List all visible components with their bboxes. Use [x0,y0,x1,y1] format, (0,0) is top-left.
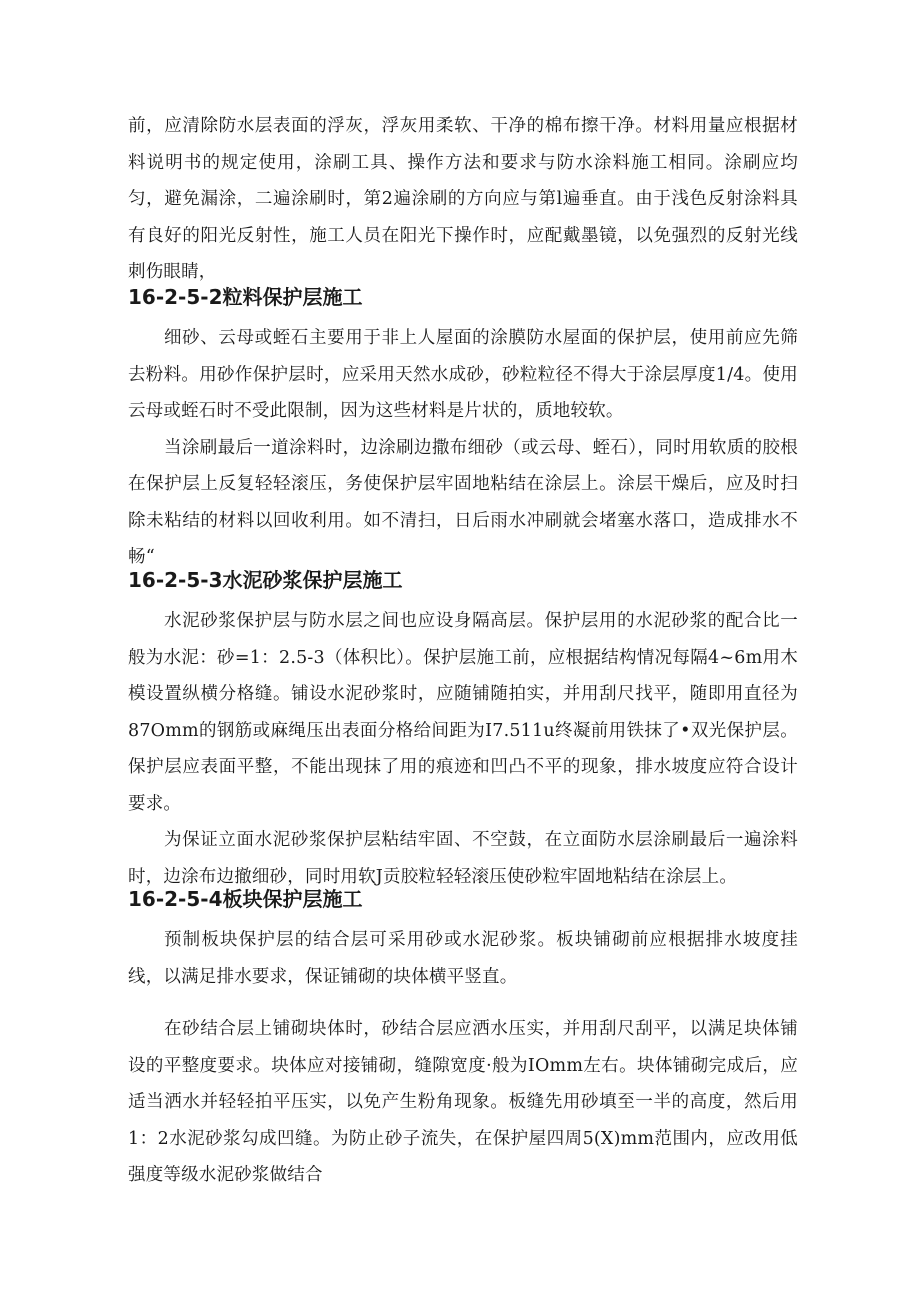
body-paragraph: 在砂结合层上铺砌块体时，砂结合层应洒水压实，并用刮尺刮平，以满足块体铺设的平整度要求。块体应对接铺砌，缝隙宽度·般为IOmm左右。块体铺砌完成后，应适当洒水并轻轻拍平压实，以免产生粉角现象。板缝先用砂填至一半的高度，然后用1：2水泥砂浆勾成凹缝。为防止砂子流失，在保护屋四周5(X)mm范围内，应改用低强度等级水泥砂浆做结合 [128,1019,798,1185]
section-body-16-2-5-4 [128,922,798,995]
body-paragraph: 细砂、云母或蛭石主要用于非上人屋面的涂膜防水屋面的保护层，使用前应先筛去粉料。用砂作保护层时，应采用天然水成砂，砂粒粒径不得大于涂层厚度1/4。使用云母或蛭石时不受此限制，因为这些材料是片状的，质地较软。 [128,328,798,421]
section-heading-16-2-5-3 [128,565,798,595]
section-heading: 16-2-5-4板块保护层施工 [128,887,363,911]
section-body-16-2-5-3 [128,603,798,895]
body-paragraph: 预制板块保护层的结合层可采用砂或水泥砂浆。板块铺砌前应根据排水坡度挂线，以满足排水要求，保证铺砌的块体横平竖直。 [128,930,798,987]
section-body-16-2-5-4-continued [128,1011,798,1194]
section-heading-16-2-5-4 [128,884,798,914]
section-heading: 16-2-5-2粒料保护层施工 [128,285,363,309]
intro-block [128,108,798,291]
section-heading-16-2-5-2 [128,282,798,312]
body-paragraph: 当涂刷最后一道涂料时，边涂刷边撒布细砂（或云母、蛭石），同时用软质的胶根在保护层上反复轻轻滚压，务使保护层牢固地粘结在涂层上。涂层干燥后，应及时扫除未粘结的材料以回收利用。如不清扫，日后雨水冲刷就会堵塞水落口，造成排水不畅“ [128,437,798,567]
body-paragraph: 为保证立面水泥砂浆保护层粘结牢固、不空鼓，在立面防水层涂刷最后一遍涂料时，边涂布边撤细砂，同时用软J贡胶粒轻轻滚压使砂粒牢固地粘结在涂层上。 [128,830,798,887]
body-paragraph: 水泥砂浆保护层与防水层之间也应设身隔高层。保护层用的水泥砂浆的配合比一般为水泥：砂=1：2.5-3（体积比）。保护层施工前，应根据结构情况每隔4~6m用木模设置纵横分格缝。铺设水泥砂浆时，应随铺随拍实，并用刮尺找平，随即用直径为87Omm的钢筋或麻绳压出表面分格给间距为I7.511u终凝前用铁抹了•双光保护层。保护层应表面平整，不能出现抹了用的痕迹和凹凸不平的现象，排水坡度应符合设计要求。 [128,611,798,814]
section-heading: 16-2-5-3水泥砂浆保护层施工 [128,568,403,592]
section-body-16-2-5-2 [128,320,798,576]
intro-paragraph: 前，应清除防水层表面的浮灰，浮灰用柔软、干净的棉布擦干净。材料用量应根据材料说明书的规定使用，涂刷工具、操作方法和要求与防水涂料施工相同。涂刷应均匀，避免漏涂，二遍涂刷时，第2遍涂刷的方向应与第l遍垂直。由于浅色反射涂料具有良好的阳光反射性，施工人员在阳光下操作时，应配戴墨镜，以免强烈的反射光线刺伤眼睛， [128,116,798,282]
